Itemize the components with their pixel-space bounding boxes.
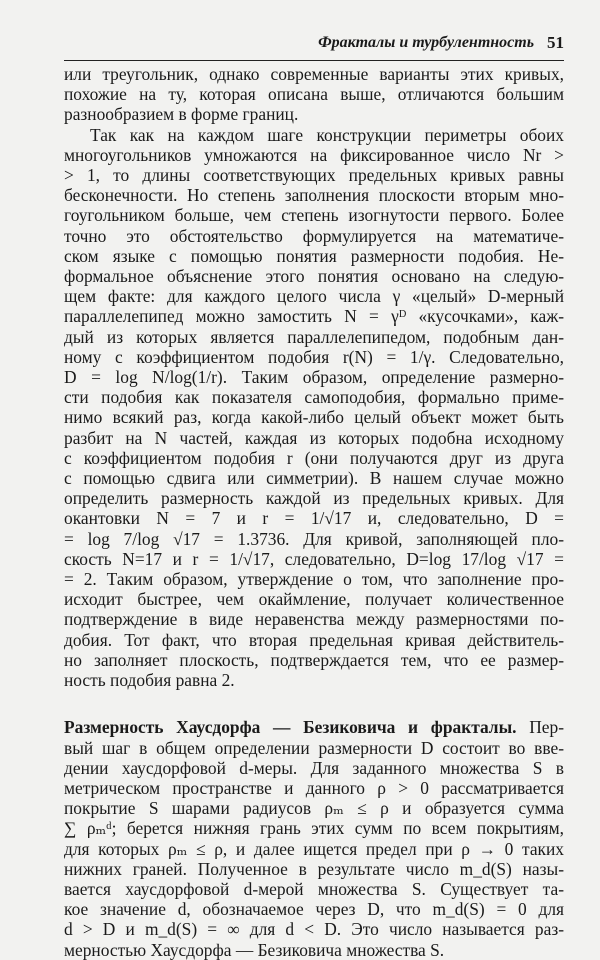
text-line: окантовки N = 7 и r = 1/√17 и, следовательно, D = bbox=[64, 508, 564, 529]
text-line: вый шаг в общем определении размерности D состоит во вве- bbox=[64, 737, 564, 758]
text-line: разнообразием в форме границ. bbox=[64, 104, 299, 125]
text-line: щем факте: для каждого целого числа γ «целый» D-мерный bbox=[64, 286, 564, 307]
body-text bbox=[64, 64, 564, 960]
text-line: параллелепипед можно замостить N = γᴰ «кусочками», каж- bbox=[64, 306, 564, 327]
text-line: разбит на N частей, каждая из которых подобна исходному bbox=[64, 427, 564, 448]
text-line: гоугольником больше, чем степень изогнутости первого. Более bbox=[64, 205, 564, 226]
section-paragraph bbox=[64, 717, 564, 959]
text-line: исходит быстрее, чем окаймление, получает количественное bbox=[64, 589, 564, 610]
page-header bbox=[64, 32, 564, 54]
text-line: скость N=17 и r = 1/√17, следовательно, D=log 17/log √17 = bbox=[64, 548, 564, 569]
text-line: ском языке с помощью понятия размерности подобия. Не- bbox=[64, 245, 564, 266]
text-line: кое значение d, обозначаемое через D, что m_d(S) = 0 для bbox=[64, 899, 564, 920]
text-line: мерностью Хаусдорфа — Безиковича множества S. bbox=[64, 939, 445, 960]
text-line: формальное объяснение этого понятия основано на следую- bbox=[64, 266, 564, 287]
text-line: покрытие S шарами радиусов ρₘ ≤ ρ и образуется сумма bbox=[64, 798, 564, 819]
header-rule bbox=[64, 60, 564, 61]
text-line: с помощью сдвига или симметрии). В нашем случае можно bbox=[64, 468, 564, 489]
running-title: Фракталы и турбулентность bbox=[318, 34, 534, 51]
text-line: добия. Тот факт, что вторая предельная кривая действитель- bbox=[64, 629, 564, 650]
section-heading: Размерность Хаусдорфа — Безиковича и фракталы. bbox=[64, 717, 517, 738]
page-number: 51 bbox=[547, 33, 564, 52]
text-line: нижних граней. Полученное в результате число m_d(S) назы- bbox=[64, 858, 564, 879]
text-line: но заполняет плоскость, подтверждается тем, что ее размер- bbox=[64, 649, 564, 670]
text-line: дый из которых является параллелепипедом, подобным дан- bbox=[64, 326, 564, 347]
text-line: похожие на ту, которая описана выше, отличаются большим bbox=[64, 84, 564, 105]
text-line: подтверждение в виде неравенства между размерностями по- bbox=[64, 609, 564, 630]
text-line: метрическом пространстве и данного ρ > 0 рассматривается bbox=[64, 777, 564, 798]
text-line: D = log N/log(1/r). Таким образом, определение размерно- bbox=[64, 367, 564, 388]
paragraph bbox=[64, 125, 564, 691]
text-line: вается хаусдорфовой d-мерой множества S. Существует та- bbox=[64, 878, 564, 899]
text-line: точно это обстоятельство формулируется на математиче- bbox=[64, 225, 564, 246]
text-line: дении хаусдорфовой d-меры. Для заданного множества S в bbox=[64, 757, 564, 778]
text-line: для которых ρₘ ≤ ρ, и далее ищется предел при ρ → 0 таких bbox=[64, 838, 564, 859]
text-line: ному с коэффициентом подобия r(N) = 1/γ. Следовательно, bbox=[64, 346, 564, 367]
text-line: ность подобия равна 2. bbox=[64, 670, 235, 691]
text-line: многоугольников умножаются на фиксированное число Nr > bbox=[64, 144, 564, 165]
text-line: сти подобия как показателя самоподобия, формально приме- bbox=[64, 387, 564, 408]
text-line: или треугольник, однако современные варианты этих кривых, bbox=[64, 64, 564, 84]
text-line: > 1, то длины соответствующих предельных кривых равны bbox=[64, 165, 564, 186]
text-fragment: Пер- bbox=[529, 717, 564, 738]
text-line: с коэффициентом подобия r (они получаются друг из друга bbox=[64, 447, 564, 468]
paragraph bbox=[64, 64, 564, 125]
text-line: Так как на каждом шаге конструкции периметры обоих bbox=[90, 124, 564, 145]
text-line: ∑ ρₘᵈ; берется нижняя грань этих сумм по всем покрытиям, bbox=[64, 818, 564, 839]
section-gap bbox=[64, 690, 564, 717]
text-line bbox=[64, 717, 564, 737]
text-line: нимо всякий раз, когда какой-либо целый объект может быть bbox=[64, 407, 564, 428]
text-line: = log 7/log √17 = 1.3736. Для кривой, заполняющей пло- bbox=[64, 528, 564, 549]
text-line: d > D и m_d(S) = ∞ для d < D. Это число называется раз- bbox=[64, 919, 564, 940]
text-line: бесконечности. Но степень заполнения плоскости вторым мно- bbox=[64, 185, 564, 206]
text-line: определить размерность каждой из предельных кривых. Для bbox=[64, 488, 564, 509]
text-line: = 2. Таким образом, утверждение о том, что заполнение про- bbox=[64, 569, 564, 590]
